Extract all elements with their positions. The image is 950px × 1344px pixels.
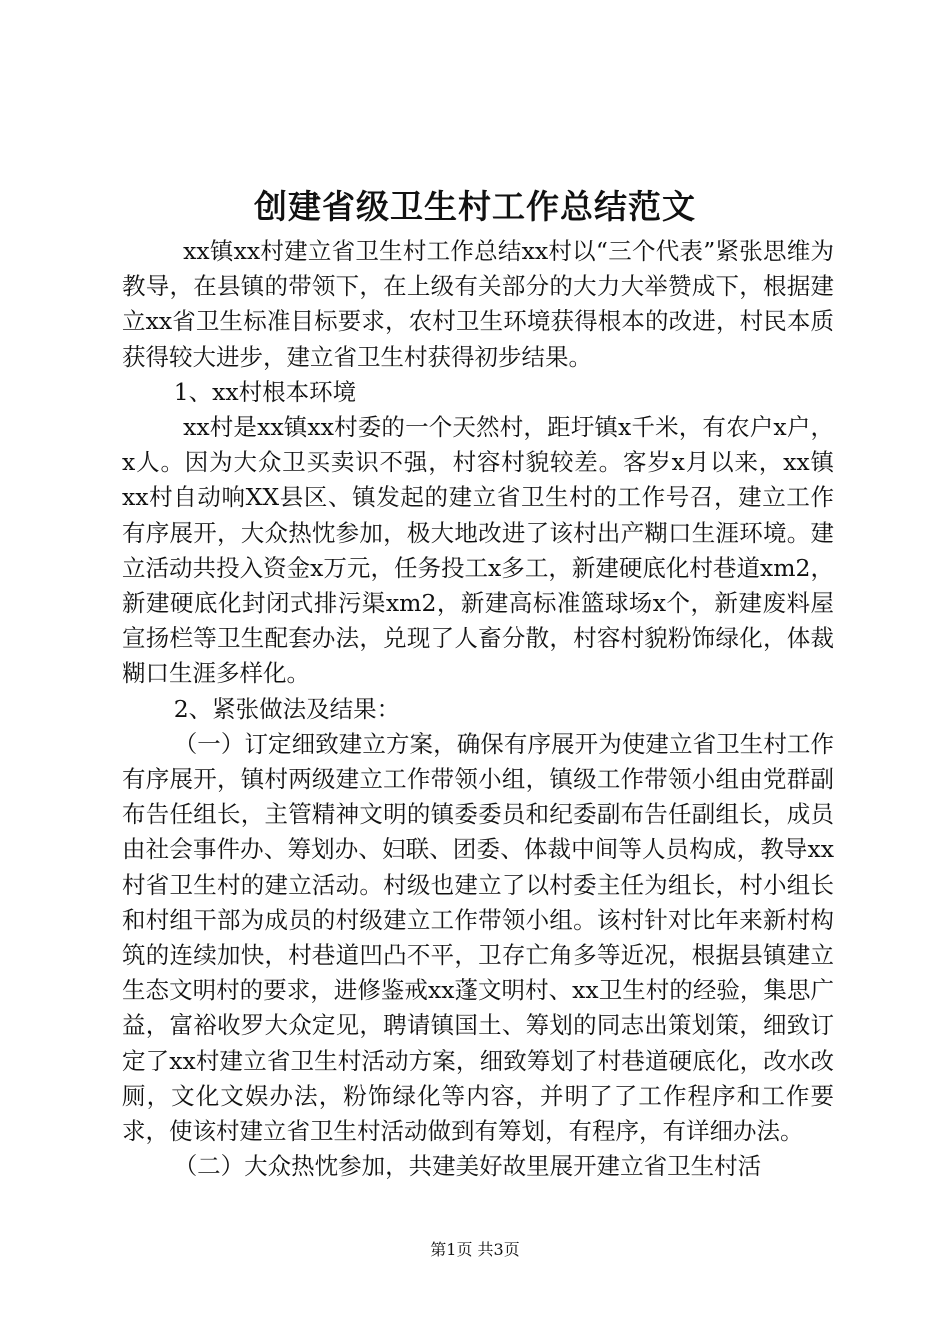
page-footer: 第1页 共3页: [430, 1240, 520, 1259]
section-heading-1: 1、xx村根本环境: [173, 377, 357, 406]
paragraph-participation: （二）大众热忱参加，共建美好故里展开建立省卫生村活: [173, 1152, 762, 1181]
paragraph-intro: xx镇xx村建立省卫生村工作总结xx村以“三个代表”紧张思维为教导，在县镇的带领下，在上级有关部分的大力大举赞成下，根据建立xx省卫生标准目标要求，农村卫生环境获得根本的改进，村民本质获得较大进步，建立省卫生村获得初步结果。: [122, 237, 834, 371]
paragraph-plan: （一）订定细致建立方案，确保有序展开为使建立省卫生村工作有序展开，镇村两级建立工作带领小组，镇级工作带领小组由党群副布告任组长，主管精神文明的镇委委员和纪委副布告任副组长，成员由社会事件办、筹划办、妇联、团委、体裁中间等人员构成，教导xx村省卫生村的建立活动。村级也建立了以村委主任为组长，村小组长和村组干部为成员的村级建立工作带领小组。该村针对比年来新村构筑的连续加快，村巷道凹凸不平，卫存亡角多等近况，根据县镇建立生态文明村的要求，进修鉴戒xx蓬文明村、xx卫生村的经验，集思广益，富裕收罗大众定见，聘请镇国土、筹划的同志出策划策，细致订定了xx村建立省卫生村活动方案，细致筹划了村巷道硬底化，改水改厕，文化文娱办法，粉饰绿化等内容，并明了了工作程序和工作要求，使该村建立省卫生村活动做到有筹划，有程序，有详细办法。: [122, 729, 834, 1146]
paragraph-environment: xx村是xx镇xx村委的一个天然村，距圩镇x千米，有农户x户，x人。因为大众卫买卖识不强，村容村貌较差。客岁x月以来，xx镇xx村自动响XX县区、镇发起的建立省卫生村的工作号召，建立工作有序展开，大众热忱参加，极大地改进了该村出产糊口生涯环境。建立活动共投入资金x万元，任务投工x多工，新建硬底化村巷道xm2，新建硬底化封闭式排污渠xm2，新建高标准篮球场x个，新建废料屋宣扬栏等卫生配套办法，兑现了人畜分散，村容村貌粉饰绿化，体裁糊口生涯多样化。: [122, 413, 834, 688]
document-body: [122, 234, 834, 1184]
section-heading-2: 2、紧张做法及结果：: [173, 694, 401, 723]
page-title: 创建省级卫生村工作总结范文: [254, 187, 696, 226]
